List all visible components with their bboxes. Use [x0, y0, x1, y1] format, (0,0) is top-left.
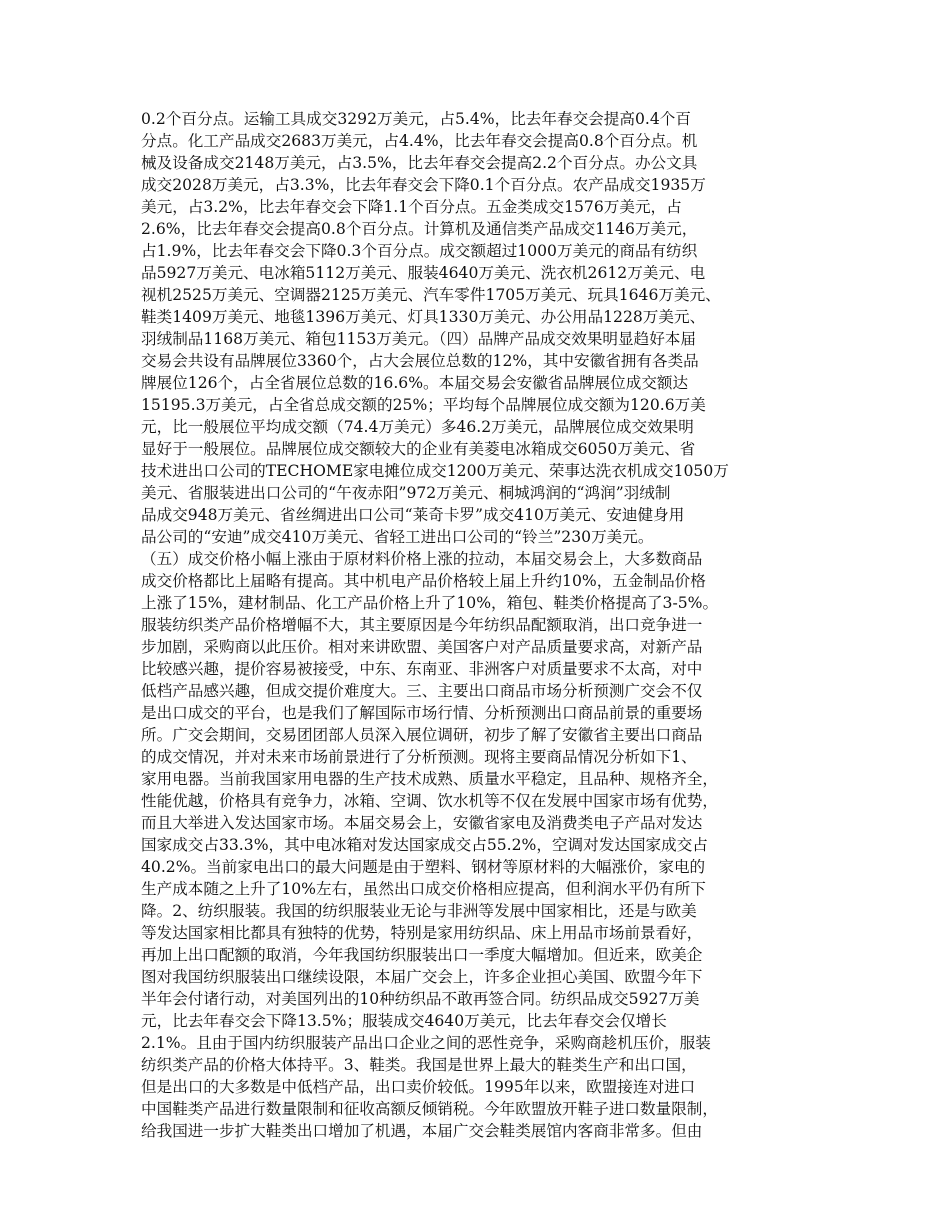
text-line: 羽绒制品1168万美元、箱包1153万美元。（四）品牌产品成交效果明显趋好本届 — [141, 330, 696, 348]
text-line: 显好于一般展位。品牌展位成交额较大的企业有美菱电冰箱成交6050万美元、省 — [141, 440, 696, 458]
text-line: 的成交情况，并对未来市场前景进行了分析预测。现将主要商品情况分析如下1、 — [141, 748, 697, 766]
text-line: 是出口成交的平台，也是我们了解国际市场行情、分析预测出口商品前景的重要场 — [141, 704, 703, 722]
text-line: 40.2%。当前家电出口的最大问题是由于塑料、钢材等原材料的大幅涨价，家电的 — [141, 858, 706, 876]
text-line: 生产成本随之上升了10%左右，虽然出口成交价格相应提高，但利润水平仍有所下 — [141, 880, 706, 898]
text-line: 技术进出口公司的TECHOME家电摊位成交1200万美元、荣事达洗衣机成交1050万 — [141, 462, 729, 480]
text-line: 成交2028万美元，占3.3%，比去年春交会下降0.1个百分点。农产品成交1935万 — [141, 176, 706, 194]
text-line: 中国鞋类产品进行数量限制和征收高额反倾销税。今年欧盟放开鞋子进口数量限制， — [141, 1100, 718, 1118]
text-line: 交易会共设有品牌展位3360个，占大会展位总数的12%，其中安徽省拥有各类品 — [141, 352, 699, 370]
text-line: 视机2525万美元、空调器2125万美元、汽车零件1705万美元、玩具1646万美元、 — [141, 286, 721, 304]
text-line: 分点。化工产品成交2683万美元，占4.4%，比去年春交会提高0.8个百分点。机 — [141, 132, 698, 150]
text-line: 0.2个百分点。运输工具成交3292万美元，占5.4%，比去年春交会提高0.4个百 — [141, 110, 691, 128]
text-line: 元，比一般展位平均成交额（74.4万美元）多46.2万美元，品牌展位成交效果明 — [141, 418, 694, 436]
text-line: 国家成交占33.3%，其中电冰箱对发达国家成交占55.2%，空调对发达国家成交占 — [141, 836, 708, 854]
text-line: （五）成交价格小幅上涨由于原材料价格上涨的拉动，本届交易会上，大多数商品 — [141, 550, 703, 568]
text-line: 牌展位126个，占全省展位总数的16.6%。本届交易会安徽省品牌展位成交额达 — [141, 374, 689, 392]
text-line: 2.1%。且由于国内纺织服装产品出口企业之间的恶性竞争，采购商趁机压价，服装 — [141, 1034, 711, 1052]
text-line: 再加上出口配额的取消，今年我国纺织服装出口一季度大幅增加。但近来，欧美企 — [141, 946, 703, 964]
text-line: 品5927万美元、电冰箱5112万美元、服装4640万美元、洗衣机2612万美元、电 — [141, 264, 706, 282]
text-line: 品成交948万美元、省丝绸进出口公司“莱奇卡罗”成交410万美元、安迪健身用 — [141, 506, 685, 524]
text-line: 鞋类1409万美元、地毯1396万美元、灯具1330万美元、办公用品1228万美元、 — [141, 308, 706, 326]
text-line: 美元、省服装进出口公司的“午夜赤阳”972万美元、桐城鸿润的“鸿润”羽绒制 — [141, 484, 671, 502]
text-line: 性能优越，价格具有竞争力，冰箱、空调、饮水机等不仅在发展中国家市场有优势， — [141, 792, 718, 810]
text-line: 美元，占3.2%，比去年春交会下降1.1个百分点。五金类成交1576万美元，占 — [141, 198, 682, 216]
text-line: 比较感兴趣，提价容易被接受，中东、东南亚、非洲客户对质量要求不太高，对中 — [141, 660, 703, 678]
text-line: 2.6%，比去年春交会提高0.8个百分点。计算机及通信类产品成交1146万美元， — [141, 220, 698, 238]
text-line: 降。2、纺织服装。我国的纺织服装业无论与非洲等发展中国家相比，还是与欧美 — [141, 902, 697, 920]
text-line: 步加剧，采购商以此压价。相对来讲欧盟、美国客户对产品质量要求高，对新产品 — [141, 638, 703, 656]
text-line: 元，比去年春交会下降13.5%；服装成交4640万美元，比去年春交会仅增长 — [141, 1012, 667, 1030]
text-line: 半年会付诸行动，对美国列出的10种纺织品不敢再签合同。纺织品成交5927万美 — [141, 990, 700, 1008]
text-line: 上涨了15%，建材制品、化工产品价格上升了10%，箱包、鞋类价格提高了3-5%。 — [141, 594, 719, 612]
text-line: 服装纺织类产品价格增幅不大，其主要原因是今年纺织品配额取消，出口竞争进一 — [141, 616, 703, 634]
text-line: 15195.3万美元，占全省总成交额的25%；平均每个品牌展位成交额为120.6万美 — [141, 396, 706, 414]
text-line: 所。广交会期间，交易团团部人员深入展位调研，初步了解了安徽省主要出口商品 — [141, 726, 703, 744]
text-line: 低档产品感兴趣，但成交提价难度大。三、主要出口商品市场分析预测广交会不仅 — [141, 682, 703, 700]
text-line: 品公司的“安迪”成交410万美元、省轻工进出口公司的“铃兰”230万美元。 — [141, 528, 654, 546]
text-line: 等发达国家相比都具有独特的优势，特别是家用纺织品、床上用品市场前景看好， — [141, 924, 703, 942]
body-text — [141, 108, 826, 1142]
text-line: 给我国进一步扩大鞋类出口增加了机遇，本届广交会鞋类展馆内客商非常多。但由 — [141, 1122, 703, 1140]
text-line: 但是出口的大多数是中低档产品，出口卖价较低。1995年以来，欧盟接连对进口 — [141, 1078, 696, 1096]
text-line: 成交价格都比上届略有提高。其中机电产品价格较上届上升约10%，五金制品价格 — [141, 572, 706, 590]
text-line: 图对我国纺织服装出口继续设限，本届广交会上，许多企业担心美国、欧盟今年下 — [141, 968, 703, 986]
text-line: 械及设备成交2148万美元，占3.5%，比去年春交会提高2.2个百分点。办公文具 — [141, 154, 698, 172]
text-line: 纺织类产品的价格大体持平。3、鞋类。我国是世界上最大的鞋类生产和出口国， — [141, 1056, 697, 1074]
text-line: 而且大举进入发达国家市场。本届交易会上，安徽省家电及消费类电子产品对发达 — [141, 814, 703, 832]
text-line: 占1.9%，比去年春交会下降0.3个百分点。成交额超过1000万美元的商品有纺织 — [141, 242, 698, 260]
text-line: 家用电器。当前我国家用电器的生产技术成熟、质量水平稳定，且品种、规格齐全， — [141, 770, 718, 788]
